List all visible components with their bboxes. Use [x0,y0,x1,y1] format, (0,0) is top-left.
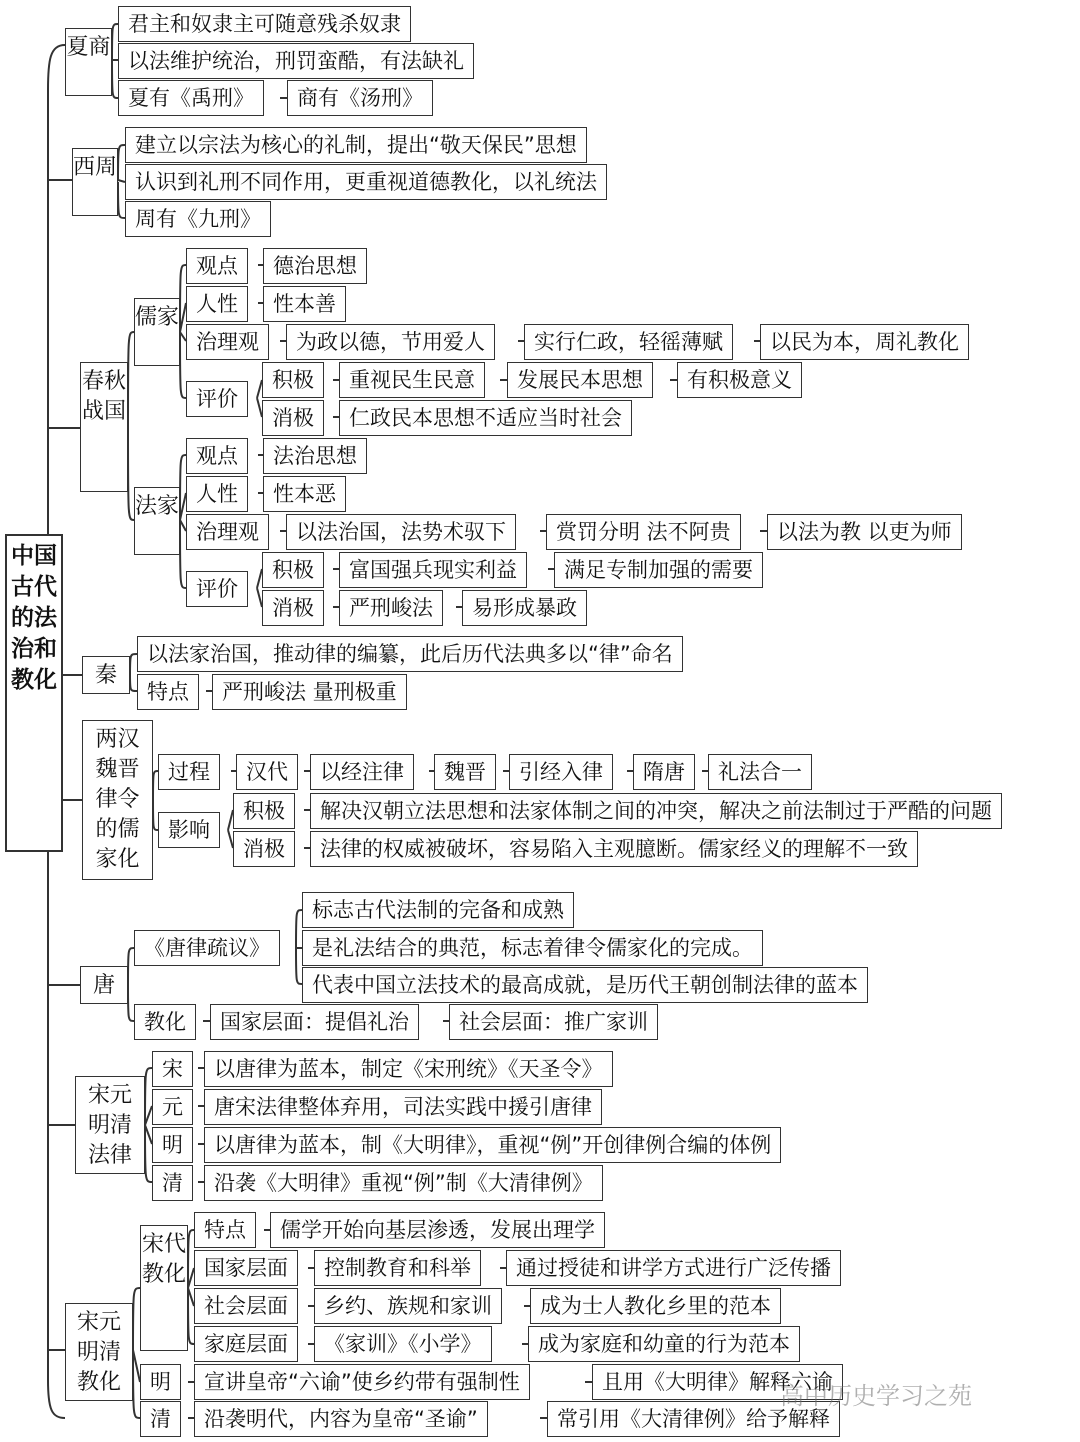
lianghan-process-4: 引经入律 [509,754,613,790]
rujia-xiaoji-1: 仁政民本思想不适应当时社会 [339,400,632,436]
tang-jiaohua-1: 国家层面：提倡礼治 [210,1004,419,1040]
tang-jiaohua-2: 社会层面：推广家训 [449,1004,658,1040]
fajia-zhili-2: 赏罚分明 法不阿贵 [546,514,741,550]
rujia-jiji-1: 重视民生民意 [339,362,485,398]
qin-item-1: 以法家治国，推动律的编纂，此后历代法典多以“律”命名 [137,636,683,672]
law-qing: 清 [152,1165,193,1201]
fajia-renxing: 人性 [186,476,248,512]
law-ming: 明 [152,1127,193,1163]
tang-jiaohua: 教化 [134,1004,196,1040]
fajia-renxing-value: 性本恶 [263,476,346,512]
node-songyuan-jiaohua: 宋元明清教化 [65,1303,133,1401]
jh-ming: 明 [140,1364,181,1400]
jh-guojia: 国家层面 [194,1250,298,1286]
rujia-guandian: 观点 [186,248,248,284]
xizhou-item-1: 建立以宗法为核心的礼制，提出“敬天保民”思想 [125,127,587,163]
lianghan-jiji-value: 解决汉朝立法思想和法家体制之间的冲突，解决之前法制过于严酷的问题 [310,793,1002,829]
rujia-zhili: 治理观 [186,324,269,360]
law-ming-value: 以唐律为蓝本，制《大明律》，重视“例”开创律例合编的体例 [204,1127,781,1163]
qin-tedian-value: 严刑峻法 量刑极重 [212,674,407,710]
node-chunqiu: 春秋战国 [80,362,128,492]
jh-jiating-1: 《家训》《小学》 [314,1326,492,1362]
tang-shuyi: 《唐律疏议》 [134,930,280,966]
fajia-jiji-1: 富国强兵现实利益 [339,552,527,588]
lianghan-yingxiang: 影响 [158,812,220,848]
node-xizhou: 西周 [72,148,118,216]
jh-shehui-1: 乡约、族规和家训 [314,1288,502,1324]
rujia-jiji-2: 发展民本思想 [507,362,653,398]
tang-shuyi-3: 代表中国立法技术的最高成就，是历代王朝创制法律的蓝本 [302,967,868,1003]
node-songyuan-law: 宋元明清法律 [75,1076,145,1174]
rujia-renxing-value: 性本善 [263,286,346,322]
node-tang: 唐 [80,966,128,1004]
law-song-value: 以唐律为蓝本，制定《宋刑统》《天圣令》 [204,1051,613,1087]
fajia-pingjia: 评价 [186,571,248,607]
jh-shehui-2: 成为士人教化乡里的范本 [530,1288,781,1324]
fajia-xiaoji-1: 严刑峻法 [339,590,443,626]
tang-shuyi-1: 标志古代法制的完备和成熟 [302,892,574,928]
node-rujia: 儒家 [134,298,180,366]
jh-jiating-2: 成为家庭和幼童的行为范本 [528,1326,800,1362]
rujia-jiji: 积极 [262,362,324,398]
lianghan-xiaoji: 消极 [233,831,295,867]
rujia-zhili-3: 以民为本，周礼教化 [760,324,969,360]
node-songdai-jiaohua: 宋代教化 [140,1225,188,1351]
xizhou-item-3: 周有《九刑》 [125,201,271,237]
jh-qing-2: 常引用《大清律例》给予解释 [547,1401,840,1437]
rujia-guandian-value: 德治思想 [263,248,367,284]
rujia-zhili-1: 为政以德，节用爱人 [286,324,495,360]
tang-shuyi-2: 是礼法结合的典范，标志着律令儒家化的完成。 [302,930,763,966]
law-song: 宋 [152,1051,193,1087]
lianghan-process-3: 魏晋 [434,754,496,790]
qin-tedian: 特点 [137,674,199,710]
xiashang-item-3b: 商有《汤刑》 [287,80,433,116]
rujia-xiaoji: 消极 [262,400,324,436]
jh-jiating: 家庭层面 [194,1326,298,1362]
fajia-jiji-2: 满足专制加强的需要 [554,552,763,588]
jh-ming-2: 且用《大明律》解释六谕 [592,1364,843,1400]
law-yuan: 元 [152,1089,193,1125]
fajia-xiaoji: 消极 [262,590,324,626]
law-yuan-value: 唐宋法律整体弃用，司法实践中援引唐律 [204,1089,602,1125]
fajia-zhili: 治理观 [186,514,269,550]
root-node: 中国古代的法治和教化 [5,534,63,852]
fajia-guandian-value: 法治思想 [263,438,367,474]
lianghan-process-6: 礼法合一 [708,754,812,790]
node-qin: 秦 [82,656,130,694]
lianghan-process-1: 汉代 [236,754,298,790]
law-qing-value: 沿袭《大明律》重视“例”制《大清律例》 [204,1165,603,1201]
rujia-renxing: 人性 [186,286,248,322]
lianghan-process-2: 以经注律 [310,754,414,790]
node-xiashang: 夏商 [65,28,112,96]
jh-qing-1: 沿袭明代，内容为皇帝“圣谕” [194,1401,488,1437]
fajia-xiaoji-2: 易形成暴政 [462,590,587,626]
xiashang-item-3a: 夏有《禹刑》 [118,80,264,116]
xiashang-item-1: 君主和奴隶主可随意残杀奴隶 [118,6,411,42]
xiashang-item-2: 以法维护统治，刑罚蛮酷，有法缺礼 [118,43,474,79]
rujia-pingjia: 评价 [186,381,248,417]
fajia-zhili-3: 以法为教 以吏为师 [767,514,962,550]
xizhou-item-2: 认识到礼刑不同作用，更重视道德教化，以礼统法 [125,164,607,200]
jh-shehui: 社会层面 [194,1288,298,1324]
jh-tedian-value: 儒学开始向基层渗透，发展出理学 [270,1212,605,1248]
rujia-zhili-2: 实行仁政，轻徭薄赋 [524,324,733,360]
lianghan-process-5: 隋唐 [633,754,695,790]
fajia-jiji: 积极 [262,552,324,588]
jh-guojia-2: 通过授徒和讲学方式进行广泛传播 [506,1250,841,1286]
jh-tedian: 特点 [194,1212,256,1248]
fajia-zhili-1: 以法治国，法势术驭下 [286,514,516,550]
jh-ming-1: 宣讲皇帝“六谕”使乡约带有强制性 [194,1364,530,1400]
lianghan-guocheng: 过程 [158,754,220,790]
jh-guojia-1: 控制教育和科举 [314,1250,481,1286]
fajia-guandian: 观点 [186,438,248,474]
watermark: 高中历史学习之苑 [780,1382,972,1410]
node-lianghan: 两汉魏晋律令的儒家化 [82,720,153,880]
lianghan-xiaoji-value: 法律的权威被破坏，容易陷入主观臆断。儒家经义的理解不一致 [310,831,918,867]
rujia-jiji-3: 有积极意义 [677,362,802,398]
lianghan-jiji: 积极 [233,793,295,829]
node-fajia: 法家 [134,487,180,555]
jh-qing: 清 [140,1401,181,1437]
